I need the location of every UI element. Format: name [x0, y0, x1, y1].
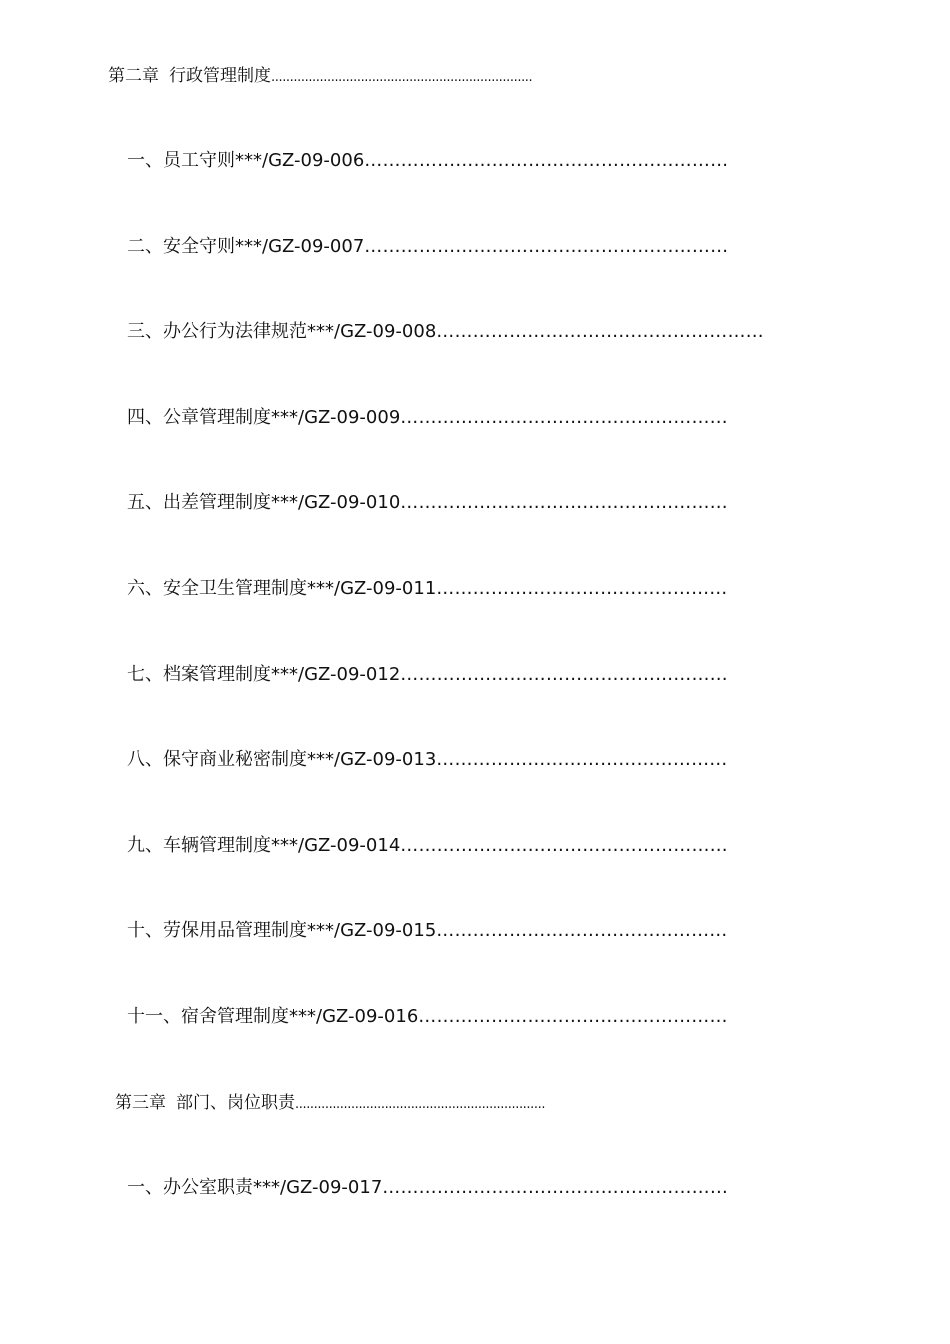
toc-entry[interactable] — [127, 663, 728, 687]
dot-leader: …………………………………………………… — [364, 150, 729, 171]
toc-entry[interactable] — [127, 577, 727, 601]
toc-entry[interactable] — [127, 834, 728, 858]
toc-entry-text: 二、安全守则***/GZ-09-007 — [127, 236, 365, 257]
toc-entry-text: 九、车辆管理制度***/GZ-09-014 — [127, 835, 401, 856]
dot-leader: ...................................................................... — [271, 70, 533, 85]
toc-entry-text: 四、公章管理制度***/GZ-09-009 — [127, 407, 401, 428]
dot-leader: …………………………………………………… — [364, 236, 729, 257]
toc-entry-text: 五、出差管理制度***/GZ-09-010 — [127, 492, 401, 513]
toc-entry[interactable] — [127, 406, 728, 430]
toc-entry[interactable] — [127, 1005, 728, 1029]
dot-leader: ………………………………………… — [436, 920, 728, 941]
chapter-title: 部门、岗位职责 — [176, 1093, 295, 1113]
toc-entry[interactable] — [127, 491, 728, 515]
toc-entry[interactable] — [127, 1176, 728, 1200]
dot-leader: ................................................................... — [295, 1097, 546, 1112]
dot-leader: ………………………………………………… — [382, 1177, 729, 1198]
dot-leader: ………………………………………… — [436, 749, 728, 770]
dot-leader: ……………………………………………… — [400, 835, 728, 856]
dot-leader: ……………………………………………… — [400, 407, 728, 428]
toc-chapter-2[interactable] — [108, 64, 532, 90]
chapter-number: 第三章 — [115, 1093, 166, 1113]
toc-chapter-3[interactable] — [115, 1091, 545, 1117]
dot-leader: ………………………………………… — [436, 578, 728, 599]
dot-leader: …………………………………………… — [418, 1006, 728, 1027]
toc-entry-text: 八、保守商业秘密制度***/GZ-09-013 — [127, 749, 437, 770]
dot-leader: ……………………………………………… — [400, 492, 728, 513]
toc-entry-text: 十一、宿舍管理制度***/GZ-09-016 — [127, 1006, 419, 1027]
toc-entry[interactable] — [127, 320, 764, 344]
toc-entry-text: 十、劳保用品管理制度***/GZ-09-015 — [127, 920, 437, 941]
chapter-title: 行政管理制度 — [169, 66, 271, 86]
toc-entry-text: 三、办公行为法律规范***/GZ-09-008 — [127, 321, 437, 342]
dot-leader: ……………………………………………… — [400, 664, 728, 685]
toc-entry[interactable] — [127, 149, 728, 173]
toc-entry[interactable] — [127, 235, 728, 259]
dot-leader: ……………………………………………… — [436, 321, 764, 342]
chapter-number: 第二章 — [108, 66, 159, 86]
toc-entry-text: 一、员工守则***/GZ-09-006 — [127, 150, 365, 171]
toc-entry-text: 六、安全卫生管理制度***/GZ-09-011 — [127, 578, 437, 599]
toc-entry[interactable] — [127, 748, 727, 772]
toc-entry-text: 一、办公室职责***/GZ-09-017 — [127, 1177, 383, 1198]
toc-entry-text: 七、档案管理制度***/GZ-09-012 — [127, 664, 401, 685]
toc-entry[interactable] — [127, 919, 727, 943]
